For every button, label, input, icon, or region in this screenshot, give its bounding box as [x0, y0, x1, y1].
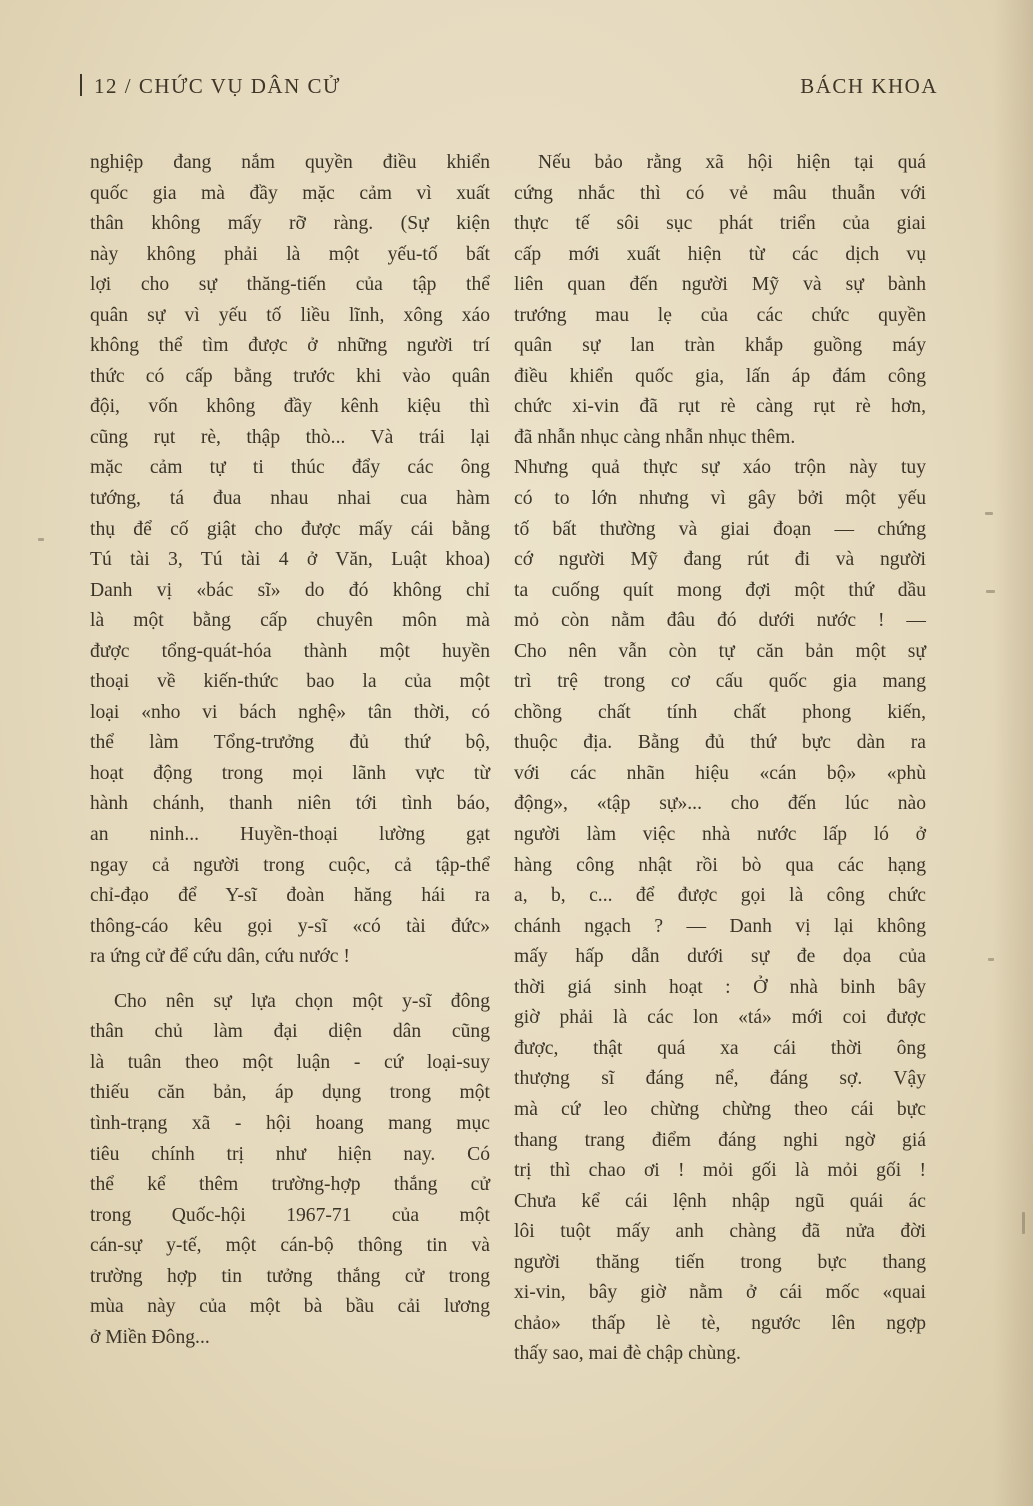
- text-line: ở Miền Đông...: [90, 1326, 210, 1348]
- text-line: cũng rụt rè, thập thò... Và trái lại: [90, 426, 490, 448]
- text-line: được tổng-quát-hóa thành một huyền: [90, 640, 490, 662]
- text-line: thấy sao, mai đè chập chùng.: [514, 1343, 741, 1365]
- text-line: cứng nhắc thì có vẻ mâu thuẫn với: [514, 182, 926, 204]
- text-line: này không phải là một yếu-tố bất: [90, 243, 490, 265]
- header-rule: [80, 74, 82, 96]
- text-line: thuộc địa. Bằng đủ thứ bực dàn ra: [514, 732, 926, 754]
- text-line: thoại về kiến-thức bao la của một: [90, 671, 490, 693]
- text-line: Nếu bảo rằng xã hội hiện tại quá: [538, 152, 926, 173]
- text-line: chỉ-đạo để Y-sĩ đoàn hăng hái ra: [90, 885, 490, 907]
- text-line: chồng chất tính chất phong kiến,: [514, 701, 926, 723]
- text-line: đã nhẫn nhục càng nhẫn nhục thêm.: [514, 426, 796, 448]
- text-line: tướng, tá đua nhau nhai cua hàm: [90, 488, 490, 510]
- text-line: có to lớn nhưng vì gây bởi một yếu: [514, 488, 926, 510]
- text-line: mùa này của một bà bầu cải lương: [90, 1296, 490, 1318]
- text-line: quân sự vì yếu tố liều lĩnh, xông xáo: [90, 304, 490, 326]
- header-magazine-name: BÁCH KHOA: [800, 74, 938, 98]
- text-line: thượng sĩ đáng nể, đáng sợ. Vậy: [514, 1068, 926, 1090]
- text-line: mỏ còn nằm đâu đó dưới nước ! —: [514, 610, 926, 632]
- text-line: hành chánh, thanh niên tới tình báo,: [90, 793, 490, 815]
- text-line: thụ để cố giật cho được mấy cái bằng: [90, 518, 490, 540]
- text-line: Danh vị «bác sĩ» do đó không chỉ: [90, 579, 490, 601]
- text-line: động», «tập sự»... cho đến lúc nào: [514, 793, 926, 815]
- paper-speck: [38, 538, 44, 541]
- text-line: thể làm Tổng-trưởng đủ thứ bộ,: [90, 732, 490, 754]
- text-line: liên quan đến người Mỹ và sự bành: [514, 274, 926, 296]
- text-line: an ninh... Huyền-thoại lường gạt: [90, 824, 490, 846]
- text-line: ta cuống quít mong đợi một thứ dầu: [514, 579, 926, 601]
- text-line: thời giá sinh hoạt : Ở nhà binh bây: [514, 976, 926, 998]
- text-line: ngay cả người trong cuộc, cả tập-thể: [90, 854, 490, 876]
- text-line: xi-vin, bây giờ nằm ở cái mốc «quai: [514, 1282, 926, 1304]
- text-line: thang trang điểm đáng nghi ngờ giá: [514, 1129, 926, 1151]
- running-header: [80, 70, 938, 106]
- text-line: cấp mới xuất hiện từ các dịch vụ: [514, 243, 926, 265]
- text-line: hàng công nhật rồi bò qua các hạng: [514, 854, 926, 876]
- paper-speck: [1022, 1212, 1025, 1234]
- text-line: tố bất thường và giai đoạn — chứng: [514, 518, 926, 540]
- text-line: Cho nên vẫn còn tự căn bản một sự: [514, 640, 926, 662]
- text-line: trị thì chao ơi ! mỏi gối là mỏi gối !: [514, 1160, 926, 1182]
- text-line: trong Quốc-hội 1967-71 của một: [90, 1204, 490, 1226]
- paragraph-gap: [90, 973, 490, 987]
- text-line: được, thật quá xa cái thời ông: [514, 1037, 926, 1059]
- text-line: Chưa kể cái lệnh nhập ngũ quái ác: [514, 1190, 926, 1212]
- text-line: thân không mấy rỡ ràng. (Sự kiện: [90, 213, 490, 235]
- text-line: lợi cho sự thăng-tiến của tập thể: [90, 274, 490, 296]
- text-line: cớ người Mỹ đang rút đi và người: [514, 549, 926, 571]
- text-line: hoạt động trong mọi lãnh vực từ: [90, 762, 490, 784]
- text-line: thông-cáo kêu gọi y-sĩ «có tài đức»: [90, 915, 490, 937]
- text-line: đội, vốn không đầy kênh kiệu thì: [90, 396, 490, 418]
- right-paragraph-1: [514, 148, 926, 1370]
- left-paragraph-1: [90, 148, 490, 973]
- text-line: giờ phải là các lon «tá» mới coi được: [514, 1007, 926, 1029]
- text-line: thiếu căn bản, áp dụng trong một: [90, 1082, 490, 1104]
- text-line: mà cứ leo chừng chừng theo cái bực: [514, 1098, 926, 1120]
- text-line: quốc gia mà đầy mặc cảm vì xuất: [90, 182, 490, 204]
- text-line: người làm việc nhà nước lấp ló ở: [514, 824, 926, 846]
- paper-speck: [986, 590, 995, 593]
- text-line: trường hợp tin tưởng thắng cử trong: [90, 1265, 490, 1287]
- text-line: trướng mau lẹ của các chức quyền: [514, 304, 926, 326]
- text-line: thân chủ làm đại diện dân cũng: [90, 1021, 490, 1043]
- text-line: là một bằng cấp chuyên môn mà: [90, 610, 490, 632]
- page-edge-shadow: [993, 0, 1033, 1506]
- text-line: nghiệp đang nắm quyền điều khiển: [90, 152, 490, 173]
- paper-speck: [985, 512, 993, 515]
- text-line: chảo» thấp lè tè, ngước lên ngợp: [514, 1312, 926, 1334]
- right-column: [514, 148, 926, 1370]
- text-line: thức có cấp bằng trước khi vào quân: [90, 365, 490, 387]
- text-line: Nhưng quả thực sự xáo trộn này tuy: [514, 457, 926, 479]
- header-page-title: 12 / CHỨC VỤ DÂN CỬ: [94, 74, 341, 98]
- text-line: Tú tài 3, Tú tài 4 ở Văn, Luật khoa): [90, 549, 490, 571]
- text-line: lôi tuột mấy anh chàng đã nửa đời: [514, 1221, 926, 1243]
- text-line: trì trệ trong cơ cấu quốc gia mang: [514, 671, 926, 693]
- text-line: thực tế sôi sục phát triển của giai: [514, 213, 926, 235]
- text-line: là tuân theo một luận - cứ loại-suy: [90, 1051, 490, 1073]
- text-line: chánh ngạch ? — Danh vị lại không: [514, 915, 926, 937]
- text-line: tiêu chính trị như hiện nay. Có: [90, 1143, 490, 1165]
- text-line: mấy hấp dẫn dưới sự đe dọa của: [514, 946, 926, 968]
- text-line: chức xi-vin đã rụt rè càng rụt rè hơn,: [514, 396, 926, 418]
- text-line: tình-trạng xã - hội hoang mang mục: [90, 1112, 490, 1134]
- text-line: điều khiển quốc gia, lấn áp đám công: [514, 365, 926, 387]
- text-line: quân sự lan tràn khắp guồng máy: [514, 335, 926, 357]
- text-line: cán-sự y-tế, một cán-bộ thông tin và: [90, 1235, 490, 1257]
- left-column: [90, 148, 490, 1353]
- text-line: với các nhãn hiệu «cán bộ» «phù: [514, 762, 926, 784]
- text-line: mặc cảm tự ti thúc đẩy các ông: [90, 457, 490, 479]
- left-paragraph-2: [90, 987, 490, 1354]
- text-line: người thăng tiến trong bực thang: [514, 1251, 926, 1273]
- paper-speck: [988, 958, 994, 961]
- text-line: a, b, c... để được gọi là công chức: [514, 885, 926, 907]
- text-line: không thể tìm được ở những người trí: [90, 335, 490, 357]
- text-line: thể kể thêm trường-hợp thắng cử: [90, 1174, 490, 1196]
- text-line: loại «nho vi bách nghệ» tân thời, có: [90, 701, 490, 723]
- text-line: Cho nên sự lựa chọn một y-sĩ đông: [114, 990, 490, 1012]
- text-line: ra ứng cử để cứu dân, cứu nước !: [90, 946, 350, 968]
